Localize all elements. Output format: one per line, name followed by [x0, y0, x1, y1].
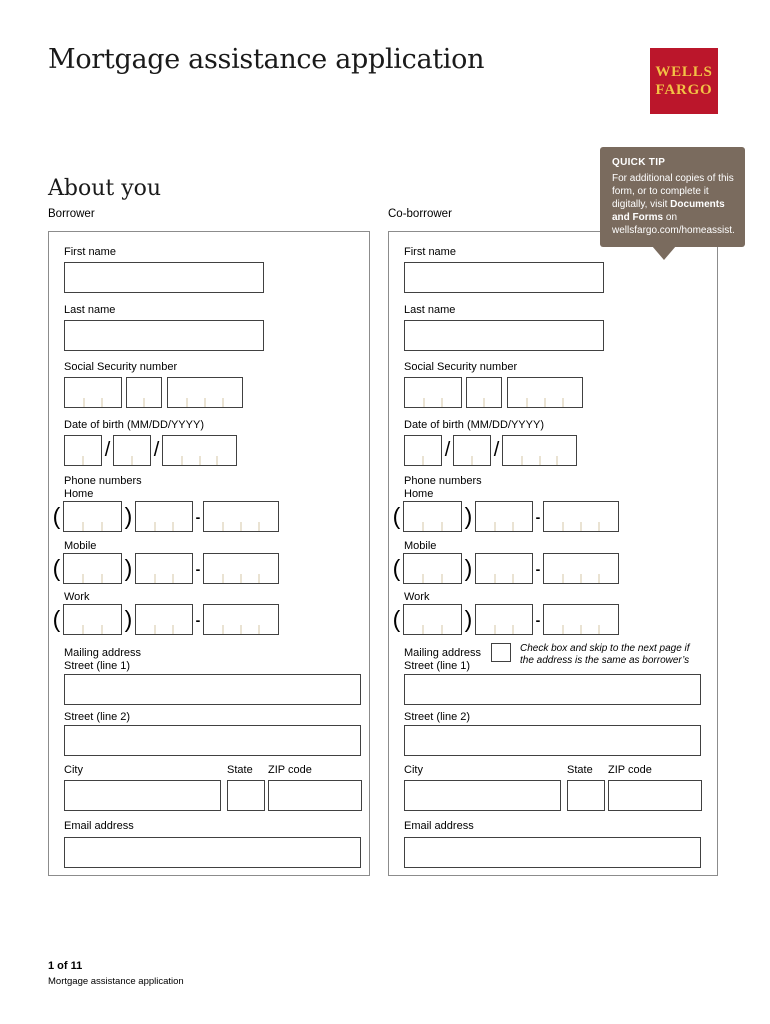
coborrower-work-prefix-input[interactable] — [475, 604, 533, 635]
borrower-mobile-prefix-input[interactable] — [135, 553, 193, 584]
borrower-dob-row — [64, 435, 362, 466]
borrower-street2-input[interactable] — [64, 725, 361, 756]
borrower-phone-work-field — [52, 591, 362, 635]
coborrower-dob-row — [404, 435, 710, 466]
slash-separator: / — [444, 439, 451, 461]
paren-close: ) — [464, 555, 473, 581]
coborrower-work-phone-row — [390, 604, 710, 635]
page-title: Mortgage assistance application — [48, 44, 485, 75]
coborrower-ssn-field — [404, 361, 710, 408]
borrower-dob-day-input[interactable] — [113, 435, 151, 466]
dash-separator: - — [535, 560, 541, 577]
state-label: State — [227, 764, 253, 776]
paren-open: ( — [392, 606, 401, 632]
borrower-ssn-part2-input[interactable] — [126, 377, 162, 408]
city-state-zip-labels — [64, 764, 362, 776]
coborrower-dob-field — [404, 419, 710, 466]
coborrower-ssn-part2-input[interactable] — [466, 377, 502, 408]
borrower-first-name-input[interactable] — [64, 262, 264, 293]
borrower-ssn-field — [64, 361, 362, 408]
coborrower-dob-day-input[interactable] — [453, 435, 491, 466]
footer-doc-title: Mortgage assistance application — [48, 976, 184, 987]
borrower-phone-home-field — [52, 475, 362, 532]
slash-separator: / — [493, 439, 500, 461]
borrower-dob-year-input[interactable] — [162, 435, 237, 466]
street2-label: Street (line 2) — [64, 711, 131, 723]
paren-close: ) — [124, 555, 133, 581]
coborrower-home-area-input[interactable] — [403, 501, 462, 532]
last-name-label: Last name — [404, 304, 456, 316]
mobile-phone-label: Mobile — [404, 540, 437, 552]
borrower-ssn-row — [64, 377, 362, 408]
dob-label: Date of birth (MM/DD/YYYY) — [404, 419, 544, 431]
street1-label: Street (line 1) — [404, 660, 471, 672]
coborrower-ssn-row — [404, 377, 710, 408]
paren-close: ) — [124, 606, 133, 632]
coborrower-work-area-input[interactable] — [403, 604, 462, 635]
borrower-street2-field — [64, 711, 362, 756]
borrower-work-line-input[interactable] — [203, 604, 279, 635]
slash-separator: / — [153, 439, 160, 461]
home-phone-label: Home — [404, 488, 434, 500]
coborrower-work-line-input[interactable] — [543, 604, 619, 635]
city-label: City — [404, 764, 423, 776]
borrower-mobile-area-input[interactable] — [63, 553, 122, 584]
borrower-first-name-field — [64, 246, 362, 293]
borrower-home-phone-row — [50, 501, 362, 532]
coborrower-ssn-part1-input[interactable] — [404, 377, 462, 408]
coborrower-city-input[interactable] — [404, 780, 561, 811]
quick-tip-pointer — [652, 246, 676, 260]
borrower-email-field — [64, 820, 362, 868]
borrower-phone-mobile-field — [52, 540, 362, 584]
coborrower-city-state-zip-field — [404, 764, 710, 811]
state-label: State — [567, 764, 593, 776]
coborrower-last-name-field — [404, 304, 710, 351]
paren-close: ) — [464, 606, 473, 632]
logo-line2: FARGO — [655, 82, 713, 98]
logo-line1: WELLS — [655, 64, 713, 80]
city-label: City — [64, 764, 83, 776]
same-address-note-line2: the address is the same as borrower’s — [520, 655, 690, 666]
borrower-fieldset — [48, 231, 370, 876]
coborrower-dob-year-input[interactable] — [502, 435, 577, 466]
coborrower-street1-input[interactable] — [404, 674, 701, 705]
paren-close: ) — [124, 503, 133, 529]
borrower-ssn-part1-input[interactable] — [64, 377, 122, 408]
phone-numbers-label: Phone numbers — [64, 475, 142, 487]
coborrower-street2-input[interactable] — [404, 725, 701, 756]
coborrower-home-phone-row — [390, 501, 710, 532]
borrower-work-area-input[interactable] — [63, 604, 122, 635]
dash-separator: - — [195, 611, 201, 628]
first-name-label: First name — [64, 246, 116, 258]
coborrower-email-input[interactable] — [404, 837, 701, 868]
work-phone-label: Work — [404, 591, 430, 603]
borrower-street1-input[interactable] — [64, 674, 361, 705]
coborrower-mobile-area-input[interactable] — [403, 553, 462, 584]
first-name-label: First name — [404, 246, 456, 258]
borrower-street1-field — [64, 647, 362, 705]
page-footer — [48, 960, 184, 988]
borrower-dob-month-input[interactable] — [64, 435, 102, 466]
coborrower-fieldset — [388, 231, 718, 876]
borrower-mobile-phone-row — [50, 553, 362, 584]
paren-open: ( — [392, 555, 401, 581]
paren-open: ( — [392, 503, 401, 529]
borrower-home-line-input[interactable] — [203, 501, 279, 532]
borrower-home-area-input[interactable] — [63, 501, 122, 532]
same-address-note — [520, 643, 690, 667]
borrower-zip-input[interactable] — [268, 780, 362, 811]
column-label-borrower: Borrower — [48, 208, 95, 220]
coborrower-home-line-input[interactable] — [543, 501, 619, 532]
borrower-dob-field — [64, 419, 362, 466]
paren-open: ( — [52, 503, 61, 529]
mailing-address-label: Mailing address — [404, 647, 482, 659]
same-address-checkbox[interactable] — [491, 643, 511, 662]
borrower-city-input[interactable] — [64, 780, 221, 811]
quick-tip-heading: QUICK TIP — [612, 157, 666, 168]
coborrower-email-field — [404, 820, 710, 868]
quick-tip-body — [612, 172, 734, 237]
wells-fargo-logo — [650, 48, 718, 114]
dash-separator: - — [535, 611, 541, 628]
slash-separator: / — [104, 439, 111, 461]
same-address-group — [491, 643, 690, 667]
city-state-zip-labels — [404, 764, 710, 776]
dob-label: Date of birth (MM/DD/YYYY) — [64, 419, 204, 431]
email-label: Email address — [404, 820, 474, 832]
mobile-phone-label: Mobile — [64, 540, 97, 552]
dash-separator: - — [195, 560, 201, 577]
borrower-last-name-input[interactable] — [64, 320, 264, 351]
street2-label: Street (line 2) — [404, 711, 471, 723]
ssn-label: Social Security number — [64, 361, 178, 373]
coborrower-mobile-phone-row — [390, 553, 710, 584]
coborrower-dob-month-input[interactable] — [404, 435, 442, 466]
same-address-note-line1: Check box and skip to the next page if — [520, 643, 690, 654]
coborrower-first-name-input[interactable] — [404, 262, 604, 293]
borrower-city-state-zip-field — [64, 764, 362, 811]
home-phone-label: Home — [64, 488, 94, 500]
ssn-label: Social Security number — [404, 361, 518, 373]
coborrower-ssn-part3-input[interactable] — [507, 377, 583, 408]
borrower-last-name-field — [64, 304, 362, 351]
last-name-label: Last name — [64, 304, 116, 316]
phone-numbers-label: Phone numbers — [404, 475, 482, 487]
zip-label: ZIP code — [268, 764, 312, 776]
street1-label: Street (line 1) — [64, 660, 131, 672]
coborrower-state-input[interactable] — [567, 780, 605, 811]
page-indicator: 1 of 11 — [48, 960, 83, 972]
coborrower-mobile-prefix-input[interactable] — [475, 553, 533, 584]
paren-open: ( — [52, 555, 61, 581]
coborrower-phone-mobile-field — [392, 540, 710, 584]
borrower-work-phone-row — [50, 604, 362, 635]
quick-tip-text-before: For additional copies of this form, or to complete it digitally, visit — [612, 173, 734, 210]
section-title: About you — [48, 176, 162, 201]
quick-tip-text-after: on wellsfargo.com/homeassist. — [612, 212, 735, 236]
coborrower-phone-work-field — [392, 591, 710, 635]
coborrower-column — [388, 208, 718, 876]
coborrower-home-prefix-input[interactable] — [475, 501, 533, 532]
paren-close: ) — [464, 503, 473, 529]
work-phone-label: Work — [64, 591, 90, 603]
coborrower-last-name-input[interactable] — [404, 320, 604, 351]
coborrower-zip-input[interactable] — [608, 780, 702, 811]
borrower-email-input[interactable] — [64, 837, 361, 868]
quick-tip-callout — [600, 147, 745, 247]
mailing-address-label: Mailing address — [64, 647, 142, 659]
paren-open: ( — [52, 606, 61, 632]
email-label: Email address — [64, 820, 134, 832]
borrower-work-prefix-input[interactable] — [135, 604, 193, 635]
borrower-city-state-zip-row — [64, 780, 362, 811]
dash-separator: - — [195, 508, 201, 525]
borrower-column — [48, 208, 370, 876]
borrower-ssn-part3-input[interactable] — [167, 377, 243, 408]
coborrower-city-state-zip-row — [404, 780, 710, 811]
coborrower-street2-field — [404, 711, 710, 756]
coborrower-mobile-line-input[interactable] — [543, 553, 619, 584]
column-label-coborrower: Co-borrower — [388, 208, 452, 220]
quick-tip-text-bold: Documents and Forms — [612, 199, 725, 223]
zip-label: ZIP code — [608, 764, 652, 776]
dash-separator: - — [535, 508, 541, 525]
borrower-state-input[interactable] — [227, 780, 265, 811]
borrower-home-prefix-input[interactable] — [135, 501, 193, 532]
borrower-mobile-line-input[interactable] — [203, 553, 279, 584]
coborrower-phone-home-field — [392, 475, 710, 532]
